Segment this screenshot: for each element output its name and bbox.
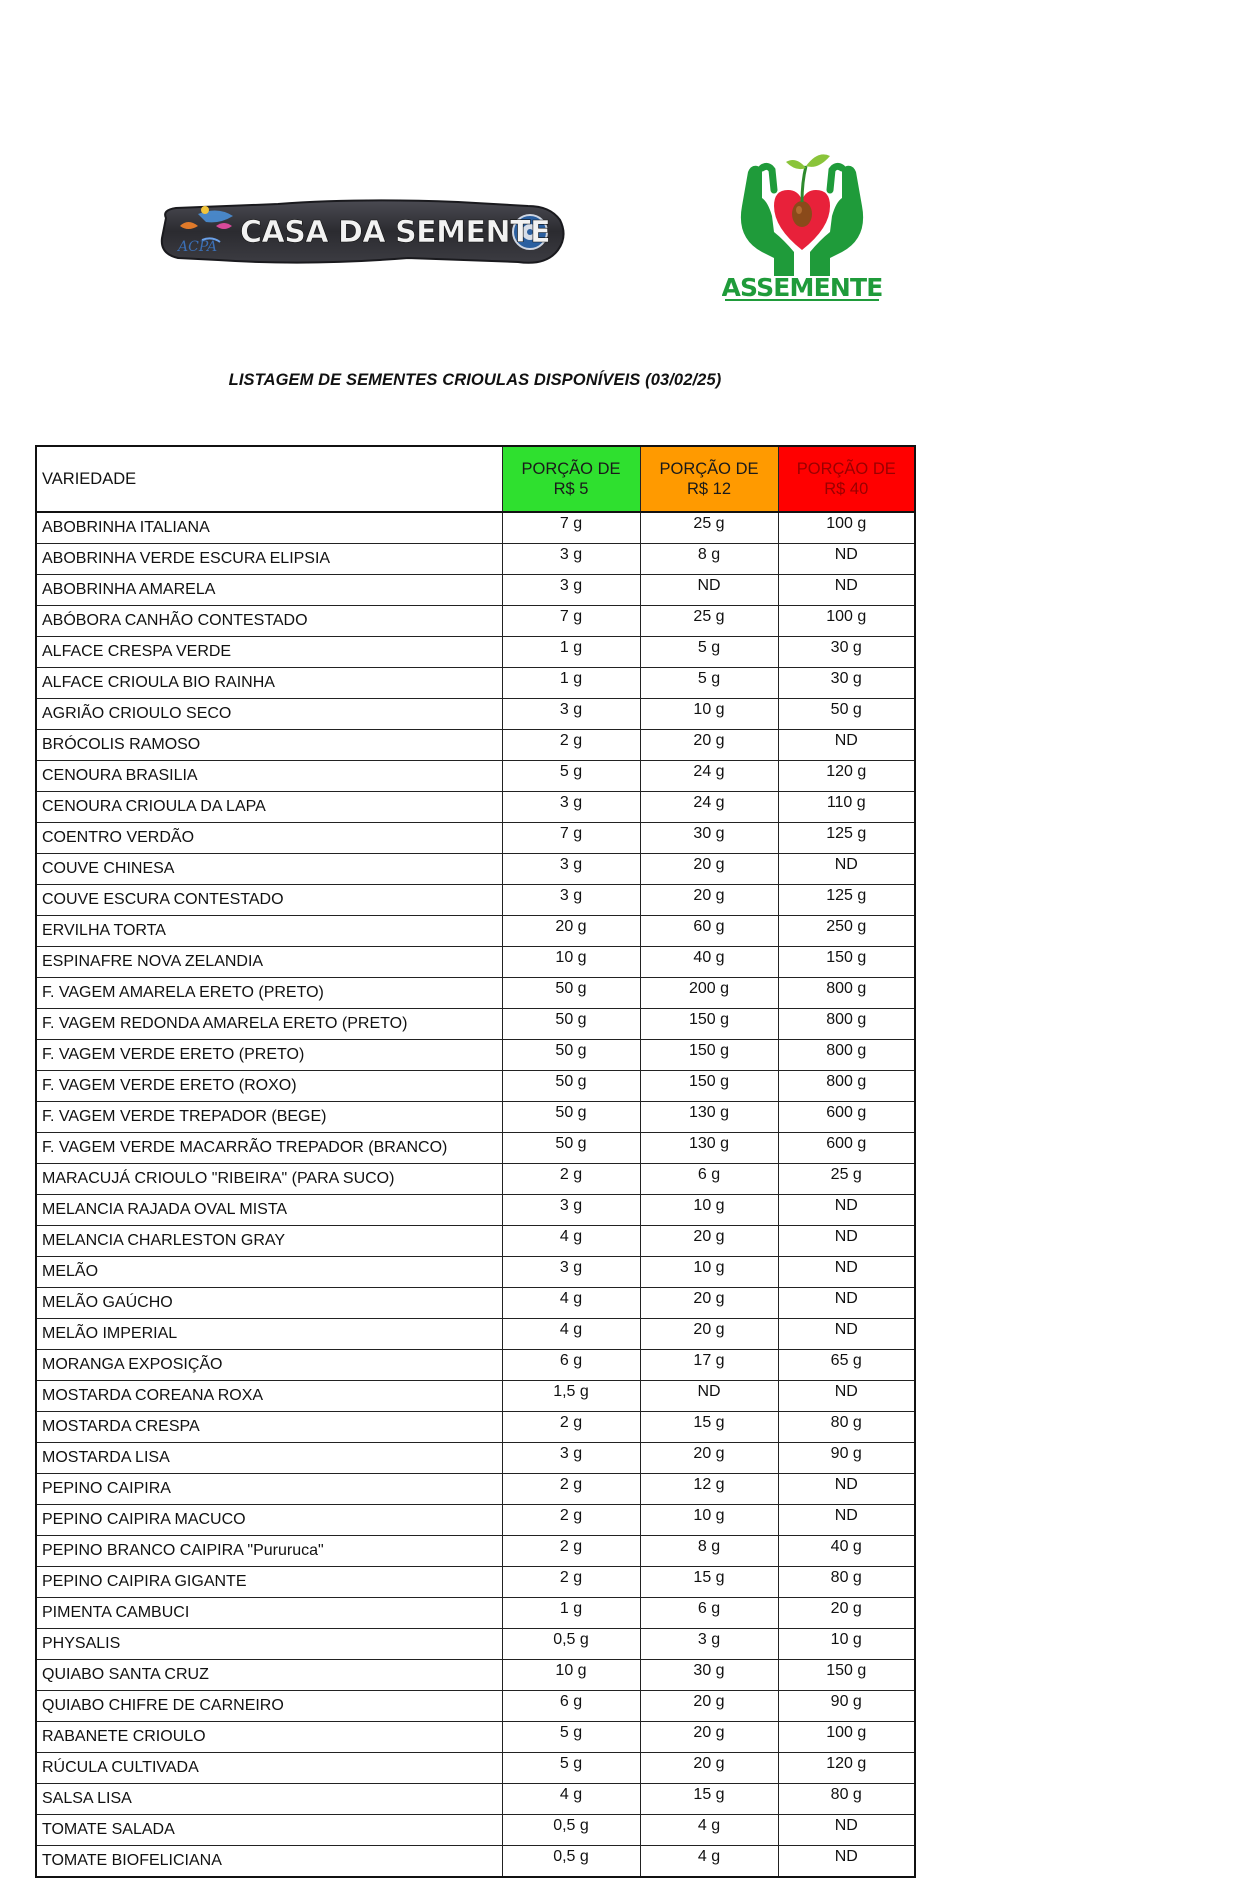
variety-cell: COENTRO VERDÃO — [36, 823, 502, 854]
portion-40-cell: ND — [778, 730, 915, 761]
table-row — [36, 1598, 915, 1629]
table-body — [36, 512, 915, 1877]
portion-12-cell: 20 g — [640, 1691, 778, 1722]
table-row — [36, 947, 915, 978]
variety-cell: MOSTARDA COREANA ROXA — [36, 1381, 502, 1412]
portion-12-cell: 25 g — [640, 606, 778, 637]
table-row — [36, 1474, 915, 1505]
portion-5-cell: 1 g — [502, 668, 640, 699]
portion-40-cell: 50 g — [778, 699, 915, 730]
table-row — [36, 854, 915, 885]
portion-12-cell: ND — [640, 1381, 778, 1412]
table-row — [36, 1567, 915, 1598]
variety-cell: PEPINO BRANCO CAIPIRA "Pururuca" — [36, 1536, 502, 1567]
portion-12-cell: 5 g — [640, 668, 778, 699]
variety-cell: MELÃO — [36, 1257, 502, 1288]
variety-cell: MELANCIA RAJADA OVAL MISTA — [36, 1195, 502, 1226]
variety-cell: AGRIÃO CRIOULO SECO — [36, 699, 502, 730]
portion-price: R$ 12 — [686, 480, 732, 498]
portion-40-cell: 120 g — [778, 1753, 915, 1784]
portion-5-cell: 3 g — [502, 1443, 640, 1474]
table-row — [36, 1815, 915, 1846]
portion-40-cell: ND — [778, 1381, 915, 1412]
portion-12-cell: 30 g — [640, 823, 778, 854]
portion-12-cell: 150 g — [640, 1071, 778, 1102]
portion-40-cell: 90 g — [778, 1691, 915, 1722]
column-header-portion-40 — [778, 446, 915, 512]
variety-cell: ESPINAFRE NOVA ZELANDIA — [36, 947, 502, 978]
variety-cell: QUIABO SANTA CRUZ — [36, 1660, 502, 1691]
portion-12-cell: 130 g — [640, 1102, 778, 1133]
table-row — [36, 885, 915, 916]
portion-12-cell: 15 g — [640, 1567, 778, 1598]
variety-cell: F. VAGEM VERDE ERETO (ROXO) — [36, 1071, 502, 1102]
variety-cell: MELÃO IMPERIAL — [36, 1319, 502, 1350]
variety-cell: PIMENTA CAMBUCI — [36, 1598, 502, 1629]
table-row — [36, 1784, 915, 1815]
portion-5-cell: 4 g — [502, 1784, 640, 1815]
variety-cell: SALSA LISA — [36, 1784, 502, 1815]
portion-12-cell: ND — [640, 575, 778, 606]
document-title: LISTAGEM DE SEMENTES CRIOULAS DISPONÍVEIS (03/02/25) — [228, 371, 722, 389]
portion-40-cell: 150 g — [778, 1660, 915, 1691]
table-row — [36, 1536, 915, 1567]
variety-cell: ABOBRINHA ITALIANA — [36, 512, 502, 544]
table-row — [36, 1102, 915, 1133]
portion-40-cell: 800 g — [778, 1009, 915, 1040]
portion-40-cell: 65 g — [778, 1350, 915, 1381]
table-row — [36, 544, 915, 575]
portion-5-cell: 3 g — [502, 1257, 640, 1288]
portion-40-cell: ND — [778, 544, 915, 575]
portion-5-cell: 7 g — [502, 512, 640, 544]
table-row — [36, 1071, 915, 1102]
table-row — [36, 761, 915, 792]
table-row — [36, 978, 915, 1009]
portion-5-cell: 10 g — [502, 1660, 640, 1691]
table-row — [36, 1226, 915, 1257]
portion-40-cell: 100 g — [778, 512, 915, 544]
portion-5-cell: 6 g — [502, 1691, 640, 1722]
variety-cell: ABOBRINHA VERDE ESCURA ELIPSIA — [36, 544, 502, 575]
portion-40-cell: 30 g — [778, 637, 915, 668]
portion-40-cell: 125 g — [778, 823, 915, 854]
portion-12-cell: 25 g — [640, 512, 778, 544]
portion-12-cell: 40 g — [640, 947, 778, 978]
variety-cell: F. VAGEM VERDE ERETO (PRETO) — [36, 1040, 502, 1071]
portion-5-cell: 3 g — [502, 854, 640, 885]
variety-cell: COUVE ESCURA CONTESTADO — [36, 885, 502, 916]
table-row — [36, 1288, 915, 1319]
table-row — [36, 512, 915, 544]
portion-5-cell: 3 g — [502, 699, 640, 730]
variety-cell: PHYSALIS — [36, 1629, 502, 1660]
portion-5-cell: 7 g — [502, 606, 640, 637]
table-row — [36, 575, 915, 606]
variety-cell: MOSTARDA LISA — [36, 1443, 502, 1474]
portion-40-cell: 25 g — [778, 1164, 915, 1195]
portion-40-cell: 90 g — [778, 1443, 915, 1474]
portion-12-cell: 20 g — [640, 854, 778, 885]
portion-5-cell: 2 g — [502, 1536, 640, 1567]
portion-12-cell: 8 g — [640, 544, 778, 575]
portion-12-cell: 3 g — [640, 1629, 778, 1660]
portion-40-cell: 40 g — [778, 1536, 915, 1567]
portion-5-cell: 7 g — [502, 823, 640, 854]
portion-12-cell: 24 g — [640, 761, 778, 792]
portion-12-cell: 10 g — [640, 1505, 778, 1536]
variety-cell: PEPINO CAIPIRA GIGANTE — [36, 1567, 502, 1598]
portion-12-cell: 5 g — [640, 637, 778, 668]
variety-cell: ALFACE CRIOULA BIO RAINHA — [36, 668, 502, 699]
portion-12-cell: 17 g — [640, 1350, 778, 1381]
casa-logo-small-text: ACPA — [178, 239, 218, 255]
portion-40-cell: ND — [778, 1474, 915, 1505]
variety-cell: MELANCIA CHARLESTON GRAY — [36, 1226, 502, 1257]
portion-40-cell: ND — [778, 1319, 915, 1350]
portion-12-cell: 20 g — [640, 1753, 778, 1784]
variety-cell: QUIABO CHIFRE DE CARNEIRO — [36, 1691, 502, 1722]
portion-5-cell: 2 g — [502, 1474, 640, 1505]
portion-40-cell: ND — [778, 1505, 915, 1536]
portion-5-cell: 5 g — [502, 1722, 640, 1753]
portion-40-cell: 120 g — [778, 761, 915, 792]
portion-12-cell: 30 g — [640, 1660, 778, 1691]
variety-cell: F. VAGEM REDONDA AMARELA ERETO (PRETO) — [36, 1009, 502, 1040]
portion-40-cell: 100 g — [778, 1722, 915, 1753]
casa-da-semente-logo — [158, 196, 568, 274]
portion-5-cell: 50 g — [502, 1133, 640, 1164]
table-row — [36, 1257, 915, 1288]
portion-40-cell: ND — [778, 1815, 915, 1846]
portion-40-cell: ND — [778, 575, 915, 606]
portion-40-cell: 100 g — [778, 606, 915, 637]
table-row — [36, 1722, 915, 1753]
variety-cell: ABÓBORA CANHÃO CONTESTADO — [36, 606, 502, 637]
variety-cell: ALFACE CRESPA VERDE — [36, 637, 502, 668]
portion-5-cell: 50 g — [502, 1040, 640, 1071]
variety-cell: COUVE CHINESA — [36, 854, 502, 885]
column-header-portion-5 — [502, 446, 640, 512]
portion-40-cell: 20 g — [778, 1598, 915, 1629]
portion-40-cell: 80 g — [778, 1784, 915, 1815]
portion-40-cell: 10 g — [778, 1629, 915, 1660]
portion-12-cell: 20 g — [640, 730, 778, 761]
portion-40-cell: 150 g — [778, 947, 915, 978]
portion-12-cell: 6 g — [640, 1164, 778, 1195]
portion-label: PORÇÃO DE — [521, 460, 621, 478]
portion-40-cell: 250 g — [778, 916, 915, 947]
portion-5-cell: 5 g — [502, 761, 640, 792]
portion-40-cell: 600 g — [778, 1133, 915, 1164]
portion-40-cell: 800 g — [778, 978, 915, 1009]
portion-40-cell: 30 g — [778, 668, 915, 699]
portion-label: PORÇÃO DE — [659, 460, 759, 478]
portion-5-cell: 6 g — [502, 1350, 640, 1381]
portion-5-cell: 1 g — [502, 1598, 640, 1629]
variety-cell: CENOURA BRASILIA — [36, 761, 502, 792]
variety-cell: F. VAGEM VERDE MACARRÃO TREPADOR (BRANCO) — [36, 1133, 502, 1164]
variety-cell: MORANGA EXPOSIÇÃO — [36, 1350, 502, 1381]
table-row — [36, 823, 915, 854]
variety-cell: TOMATE BIOFELICIANA — [36, 1846, 502, 1878]
portion-5-cell: 4 g — [502, 1319, 640, 1350]
portion-12-cell: 60 g — [640, 916, 778, 947]
portion-40-cell: 600 g — [778, 1102, 915, 1133]
portion-12-cell: 20 g — [640, 1443, 778, 1474]
portion-12-cell: 15 g — [640, 1784, 778, 1815]
portion-12-cell: 4 g — [640, 1815, 778, 1846]
column-header-portion-12 — [640, 446, 778, 512]
portion-12-cell: 150 g — [640, 1009, 778, 1040]
portion-5-cell: 3 g — [502, 544, 640, 575]
portion-40-cell: 125 g — [778, 885, 915, 916]
casa-logo-text: CASA DA SEMENTE — [240, 215, 551, 250]
variety-cell: MARACUJÁ CRIOULO "RIBEIRA" (PARA SUCO) — [36, 1164, 502, 1195]
portion-price: R$ 40 — [824, 480, 869, 498]
portion-5-cell: 20 g — [502, 916, 640, 947]
portion-12-cell: 12 g — [640, 1474, 778, 1505]
portion-12-cell: 6 g — [640, 1598, 778, 1629]
portion-12-cell: 4 g — [640, 1846, 778, 1878]
portion-12-cell: 10 g — [640, 1195, 778, 1226]
portion-5-cell: 2 g — [502, 1164, 640, 1195]
portion-5-cell: 3 g — [502, 885, 640, 916]
portion-5-cell: 50 g — [502, 1009, 640, 1040]
portion-5-cell: 5 g — [502, 1753, 640, 1784]
portion-12-cell: 10 g — [640, 699, 778, 730]
portion-40-cell: 110 g — [778, 792, 915, 823]
table-row — [36, 1381, 915, 1412]
table-row — [36, 916, 915, 947]
portion-40-cell: 80 g — [778, 1567, 915, 1598]
portion-40-cell: ND — [778, 1846, 915, 1878]
variety-cell: MELÃO GAÚCHO — [36, 1288, 502, 1319]
table-row — [36, 1691, 915, 1722]
portion-12-cell: 20 g — [640, 1288, 778, 1319]
portion-5-cell: 1,5 g — [502, 1381, 640, 1412]
seed-table — [35, 445, 916, 1878]
portion-5-cell: 0,5 g — [502, 1846, 640, 1878]
portion-12-cell: 20 g — [640, 1226, 778, 1257]
portion-12-cell: 15 g — [640, 1412, 778, 1443]
variety-cell: MOSTARDA CRESPA — [36, 1412, 502, 1443]
table-row — [36, 1009, 915, 1040]
variety-cell: F. VAGEM AMARELA ERETO (PRETO) — [36, 978, 502, 1009]
portion-5-cell: 50 g — [502, 978, 640, 1009]
portion-5-cell: 4 g — [502, 1226, 640, 1257]
variety-cell: PEPINO CAIPIRA — [36, 1474, 502, 1505]
table-row — [36, 637, 915, 668]
portion-40-cell: ND — [778, 854, 915, 885]
table-row — [36, 1319, 915, 1350]
portion-12-cell: 130 g — [640, 1133, 778, 1164]
portion-40-cell: ND — [778, 1226, 915, 1257]
portion-label: PORÇÃO DE — [796, 460, 896, 478]
table-row — [36, 1195, 915, 1226]
portion-12-cell: 20 g — [640, 885, 778, 916]
table-row — [36, 668, 915, 699]
portion-40-cell: 800 g — [778, 1040, 915, 1071]
portion-5-cell: 2 g — [502, 1505, 640, 1536]
variety-cell: ABOBRINHA AMARELA — [36, 575, 502, 606]
variety-cell: RÚCULA CULTIVADA — [36, 1753, 502, 1784]
table-row — [36, 1412, 915, 1443]
portion-price: R$ 5 — [553, 480, 589, 498]
table-row — [36, 1164, 915, 1195]
table-row — [36, 1505, 915, 1536]
variety-cell: CENOURA CRIOULA DA LAPA — [36, 792, 502, 823]
portion-5-cell: 3 g — [502, 575, 640, 606]
portion-5-cell: 2 g — [502, 730, 640, 761]
portion-5-cell: 1 g — [502, 637, 640, 668]
portion-12-cell: 20 g — [640, 1722, 778, 1753]
table-row — [36, 1629, 915, 1660]
table-row — [36, 1660, 915, 1691]
portion-12-cell: 10 g — [640, 1257, 778, 1288]
portion-12-cell: 24 g — [640, 792, 778, 823]
table-row — [36, 1443, 915, 1474]
portion-12-cell: 8 g — [640, 1536, 778, 1567]
portion-12-cell: 20 g — [640, 1319, 778, 1350]
portion-5-cell: 2 g — [502, 1567, 640, 1598]
table-row — [36, 792, 915, 823]
variety-cell: PEPINO CAIPIRA MACUCO — [36, 1505, 502, 1536]
table-row — [36, 1133, 915, 1164]
portion-40-cell: ND — [778, 1195, 915, 1226]
table-row — [36, 1350, 915, 1381]
portion-40-cell: ND — [778, 1257, 915, 1288]
table-row — [36, 730, 915, 761]
portion-5-cell: 3 g — [502, 1195, 640, 1226]
portion-12-cell: 200 g — [640, 978, 778, 1009]
portion-40-cell: 80 g — [778, 1412, 915, 1443]
table-row — [36, 1846, 915, 1878]
portion-5-cell: 4 g — [502, 1288, 640, 1319]
assemente-logo-text: ASSEMENTE — [722, 273, 882, 302]
variety-cell: BRÓCOLIS RAMOSO — [36, 730, 502, 761]
portion-5-cell: 3 g — [502, 792, 640, 823]
variety-cell: ERVILHA TORTA — [36, 916, 502, 947]
table-header-row — [36, 446, 915, 512]
portion-5-cell: 50 g — [502, 1071, 640, 1102]
table-row — [36, 699, 915, 730]
column-header-variety: VARIEDADE — [36, 446, 502, 512]
assemente-logo — [722, 128, 882, 304]
variety-cell: RABANETE CRIOULO — [36, 1722, 502, 1753]
table-row — [36, 606, 915, 637]
portion-40-cell: ND — [778, 1288, 915, 1319]
portion-40-cell: 800 g — [778, 1071, 915, 1102]
portion-5-cell: 0,5 g — [502, 1629, 640, 1660]
table-row — [36, 1040, 915, 1071]
portion-5-cell: 10 g — [502, 947, 640, 978]
table-row — [36, 1753, 915, 1784]
portion-5-cell: 50 g — [502, 1102, 640, 1133]
variety-cell: F. VAGEM VERDE TREPADOR (BEGE) — [36, 1102, 502, 1133]
portion-5-cell: 0,5 g — [502, 1815, 640, 1846]
variety-cell: TOMATE SALADA — [36, 1815, 502, 1846]
portion-5-cell: 2 g — [502, 1412, 640, 1443]
portion-12-cell: 150 g — [640, 1040, 778, 1071]
